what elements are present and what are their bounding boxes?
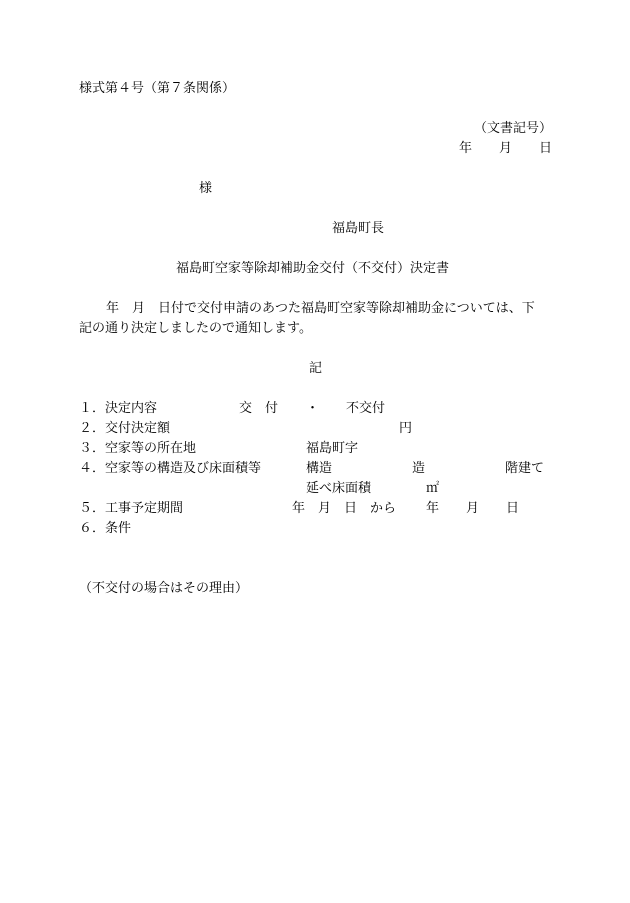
location-value: 福島町字 <box>306 441 359 456</box>
floor-area-label: 延べ床面積 <box>306 481 372 496</box>
structure-suffix: 造 <box>412 461 426 476</box>
period-end-month: 月 <box>466 501 480 516</box>
date-month: 月 <box>499 141 513 156</box>
date-day: 日 <box>539 141 553 156</box>
document-title: 福島町空家等除却補助金交付（不交付）決定書 <box>176 261 450 276</box>
item-6-label: ６．条件 <box>79 521 132 536</box>
addressee-suffix: 様 <box>199 181 213 196</box>
floors-label: 階建て <box>505 461 545 476</box>
body-line-1: 年 月 日付で交付申請のあつた福島町空家等除却補助金については、下 <box>106 301 535 316</box>
ki-heading: 記 <box>309 361 323 376</box>
item-1-label: １．決定内容 <box>79 401 158 416</box>
item-2-label: ２．交付決定額 <box>79 421 171 436</box>
item-5-label: ５．工事予定期間 <box>79 501 184 516</box>
issuer: 福島町長 <box>332 221 385 236</box>
structure-label: 構造 <box>306 461 333 476</box>
option-separator: ・ <box>306 401 320 416</box>
period-start: 年 月 日 から <box>292 501 397 516</box>
form-number: 様式第４号（第７条関係） <box>79 81 236 96</box>
period-end-year: 年 <box>426 501 440 516</box>
yen-unit: 円 <box>399 421 413 436</box>
item-3-label: ３．空家等の所在地 <box>79 441 197 456</box>
square-meter-unit: ㎡ <box>426 481 440 496</box>
period-end-day: 日 <box>506 501 520 516</box>
item-4-label: ４．空家等の構造及び床面積等 <box>79 461 262 476</box>
decision-grant-option: 交 付 <box>239 401 279 416</box>
date-year: 年 <box>459 141 473 156</box>
reason-note: （不交付の場合はその理由） <box>79 581 249 596</box>
document-reference: （文書記号） <box>474 121 553 136</box>
decision-no-grant-option: 不交付 <box>346 401 386 416</box>
body-line-2: 記の通り決定しましたので通知します。 <box>79 321 312 336</box>
